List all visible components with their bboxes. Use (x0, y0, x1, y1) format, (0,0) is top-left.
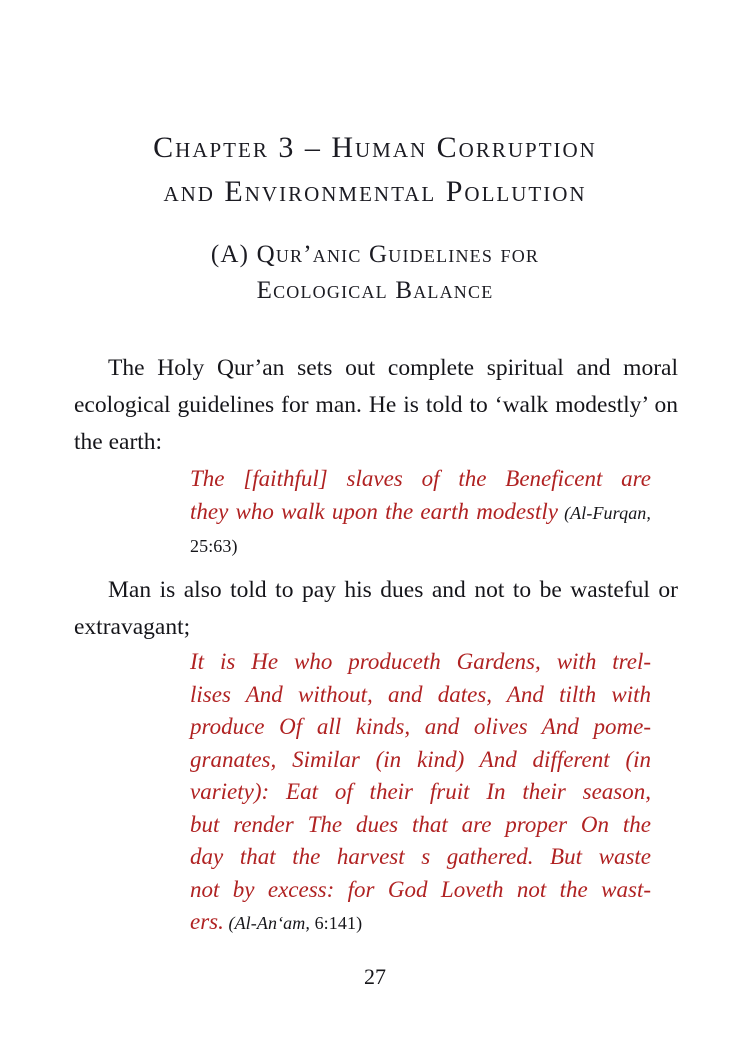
body-paragraph-2: Man is also told to pay his dues and not to be wasteful or extravagant; (74, 576, 678, 640)
quote-last-word: ers. (190, 909, 224, 934)
scripture-quote-al-furqan (190, 463, 651, 563)
citation-surah: (Al-Furqan, (564, 502, 651, 523)
quote-line-final (190, 906, 651, 940)
quote-line-text: they who walk upon the earth modestly (190, 498, 558, 524)
scripture-quote-al-anam (190, 646, 651, 940)
section-title-line-1: (A) Qur’anic Guidelines for (210, 240, 540, 268)
quote-line: but render The dues that are proper On the (190, 811, 651, 837)
quote-line-final (190, 499, 651, 558)
chapter-title (60, 126, 690, 214)
quote-line: It is He who produceth Gardens, with trel- (190, 649, 651, 674)
quote-citation (224, 913, 362, 933)
citation-reference: 6:141) (314, 913, 363, 933)
quote-line: day that the harvest s gathered. But waste (190, 844, 651, 869)
section-title-line-2: Ecological Balance (256, 276, 494, 304)
quote-line: not by excess: for God Loveth not the wast- (190, 876, 651, 902)
citation-surah: (Al-An‘am, (228, 913, 310, 933)
quote-line: lises And without, and dates, And tilth with (190, 681, 651, 707)
quote-line: granates, Similar (in kind) And different (in (190, 746, 651, 772)
quote-line: produce Of all kinds, and olives And pome- (190, 714, 651, 739)
body-paragraph-1: The Holy Qur’an sets out complete spiritual and moral ecological guidelines for man. He is told to ‘walk modestly’ on the earth: (74, 354, 678, 455)
chapter-title-line-2: and Environmental Pollution (163, 175, 587, 209)
quote-line: The [faithful] slaves of the Beneficent are (190, 466, 651, 491)
section-title (60, 237, 690, 309)
chapter-title-line-1: Chapter 3 – Human Corruption (153, 131, 597, 165)
citation-reference: 25:63) (190, 536, 238, 556)
page-number: 27 (364, 964, 386, 989)
quote-line: variety): Eat of their fruit In their season, (190, 779, 651, 804)
